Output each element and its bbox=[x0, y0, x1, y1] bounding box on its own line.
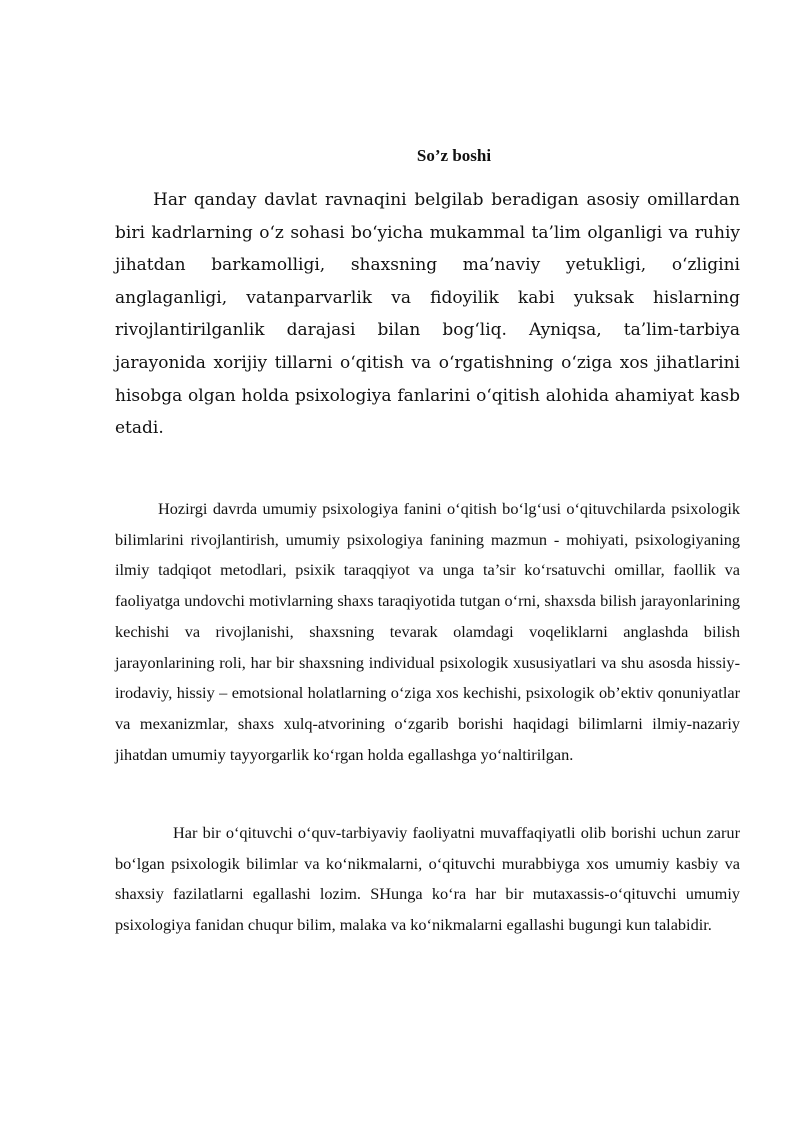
body-paragraph-2: Har bir o‘qituvchi o‘quv-tarbiyaviy faoliyatni muvaffaqiyatli olib borishi uchun zarur bo‘lgan psixologik bilimlar va ko‘nikmalarni, o‘qituvchi murabbiyga xos umumiy kasbiy va shaxsiy fazilatlarni egallashi lozim. SHunga ko‘ra har bir mutaxassis-o‘qituvchi umumiy psixologiya fanidan chuqur bilim, malaka va ko‘nikmalarni egallashi bugungi kun talabidir. bbox=[115, 823, 740, 935]
page-title: So’z boshi bbox=[416, 146, 492, 165]
intro-paragraph: Har qanday davlat ravnaqini belgilab beradigan asosiy omillardan biri kadrlarning o‘z sohasi bo‘yicha mukammal ta’lim olganligi va ruhiy jihatdan barkamolligi, shaxsning ma’naviy yetukligi, o‘zligini anglaganligi, vatanparvarlik va fidoyilik kabi yuksak hislarning rivojlantirilganlik darajasi bilan bog‘liq. Ayniqsa, ta’lim-tarbiya jarayonida xorijiy tillarni o‘qitish va o‘rgatishning o‘ziga xos jihatlarini hisobga olgan holda psixologiya fanlarini o‘qitish alohida ahamiyat kasb etadi. bbox=[115, 190, 740, 439]
body-paragraph-1: Hozirgi davrda umumiy psixologiya fanini o‘qitish bo‘lg‘usi o‘qituvchilarda psixologik bilimlarini rivojlantirish, umumiy psixologiya fanining mazmun - mohiyati, psixologiyaning ilmiy tadqiqot metodlari, psixik taraqqiyot va unga ta’sir ko‘rsatuvchi omillar, faollik va faoliyatga undovchi motivlarning shaxs taraqiyotida tutgan o‘rni, shaxsda bilish jarayonlarining kechishi va rivojlanishi, shaxsning tevarak olamdagi voqeliklarni anglashda bilish jarayonlarining roli, har bir shaxsning individual psixologik xususiyatlari va shu asosda hissiy-irodaviy, hissiy – emotsional holatlarning o‘ziga xos kechishi, psixologik ob’ektiv qonuniyatlar va mexanizmlar, shaxs xulq-atvorining o‘zgarib borishi haqidagi bilimlarni ilmiy-nazariy jihatdan umumiy tayyorgarlik ko‘rgan holda egallashga yo‘naltirilgan. bbox=[115, 499, 740, 764]
